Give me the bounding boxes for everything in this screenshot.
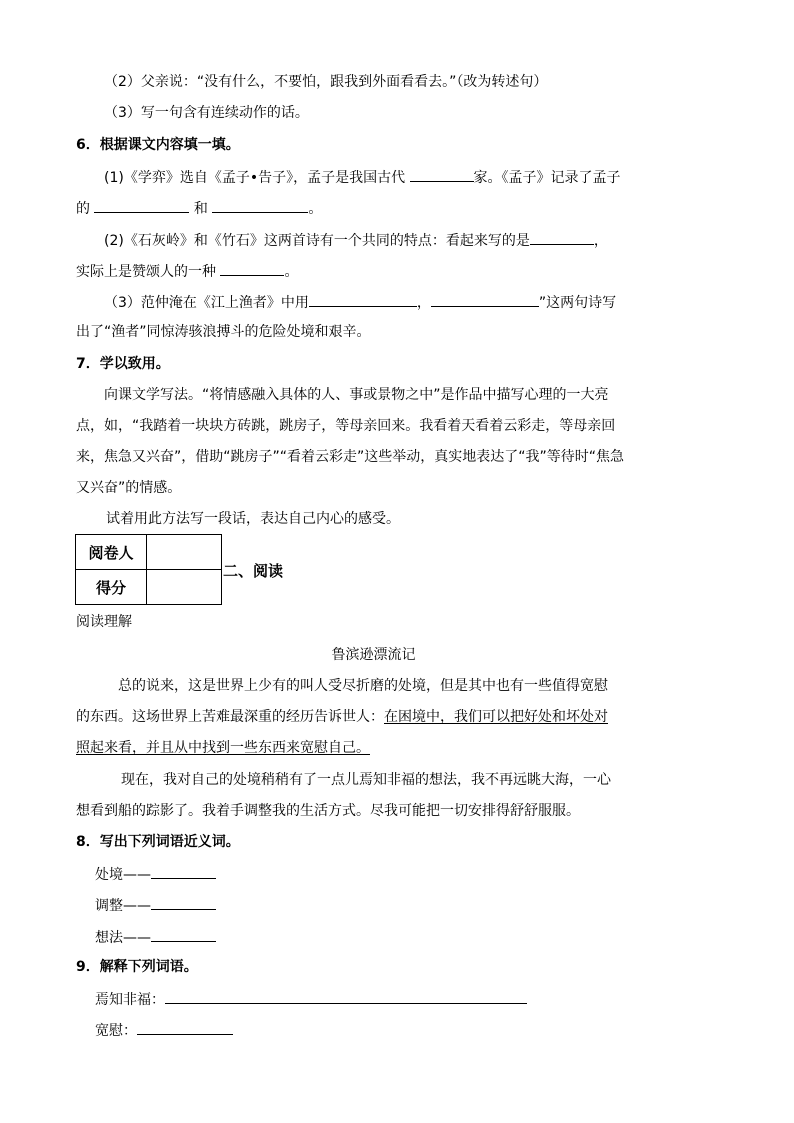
q6-l4b: 。 (284, 264, 299, 280)
q6-line3 (104, 229, 608, 251)
q9-word-2: 宽慰： (95, 1023, 137, 1039)
q9-blank-2[interactable] (137, 1019, 233, 1035)
passage-line-4: 现在，我对自己的处境稍稍有了一点儿焉知非福的想法，我不再远眺大海，一心 (121, 772, 611, 788)
q7-paragraph-line-5: 试着用此方法写一段话，表达自己内心的感受。 (106, 511, 400, 527)
score-cell[interactable] (147, 570, 222, 605)
q8-word-2: 调整—— (95, 898, 151, 914)
q7-paragraph-line-3: 来，焦急又兴奋”，借助“跳房子”“看着云彩走”这些举动，真实地表达了“我”等待时“焦急 (76, 449, 625, 465)
passage-line-2 (76, 707, 608, 727)
q5-item2-note: （改为转述句） (456, 74, 548, 90)
q6-l1b: 家。《孟子》记录了孟子 (473, 170, 621, 186)
passage-underlined-2: 照起来看，并且从中找到一些东西来宽慰自己。 (76, 740, 370, 756)
grader-label: 阅卷人 (76, 535, 147, 570)
q6-blank-4[interactable] (530, 229, 594, 245)
q6-l5b: ， (416, 295, 431, 311)
q6-blank-7[interactable] (431, 291, 539, 307)
q9-item-1 (95, 988, 527, 1010)
q8-word-3: 想法—— (95, 930, 151, 946)
q6-blank-5[interactable] (220, 260, 284, 276)
q6-title: 6．根据课文内容填一填。 (76, 137, 240, 153)
q9-blank-1[interactable] (165, 988, 527, 1004)
grader-cell[interactable] (147, 535, 222, 570)
q6-l5a: （3）范仲淹在《江上渔者》中用 (104, 295, 309, 311)
q9-word-1: 焉知非福： (95, 992, 165, 1008)
section-subtitle: 阅读理解 (76, 614, 132, 630)
score-label: 得分 (76, 570, 147, 605)
q6-blank-6[interactable] (309, 291, 417, 307)
q6-l2a: 的 (76, 201, 95, 217)
q6-l3a: (2)《石灰岭》和《竹石》这两首诗有一个共同的特点：看起来写的是 (104, 233, 530, 249)
q6-blank-3[interactable] (212, 197, 308, 213)
q6-blank-1[interactable] (410, 166, 474, 182)
q5-item2-prefix: （2）父亲说： (104, 74, 197, 90)
passage-underlined-1: 在困境中，我们可以把好处和坏处对 (384, 709, 608, 725)
score-table-row (76, 535, 222, 570)
q8-item-2 (95, 894, 216, 916)
passage-line-5: 想看到船的踪影了。我着手调整我的生活方式。尽我可能把一切安排得舒舒服服。 (76, 803, 580, 819)
q8-title: 8．写出下列词语近义词。 (76, 834, 240, 850)
q7-title: 7．学以致用。 (76, 356, 170, 372)
q8-item-3 (95, 926, 216, 948)
q6-l5c: ”这两句诗写 (538, 295, 617, 311)
q6-line1 (104, 166, 621, 188)
q8-blank-1[interactable] (151, 863, 216, 879)
q5-item2 (104, 72, 547, 92)
q6-l2c: 。 (308, 201, 323, 217)
q7-paragraph-line-4: 又兴奋”的情感。 (76, 480, 182, 496)
q6-line6: 出了“渔者”同惊涛骇浪搏斗的危险处境和艰辛。 (76, 324, 371, 340)
q6-blank-2[interactable] (94, 197, 189, 213)
score-table-row (76, 570, 222, 605)
q9-item-2 (95, 1019, 233, 1041)
q6-l1a: (1)《学弈》选自《孟子•告子》，孟子是我国古代 (104, 170, 410, 186)
passage-line-2a: 的东西。这场世界上苦难最深重的经历告诉世人： (76, 709, 384, 725)
q6-l3b: ， (593, 233, 608, 249)
q6-line5 (104, 291, 616, 313)
q8-blank-3[interactable] (151, 926, 216, 942)
q6-l4a: 实际上是赞颂人的一种 (76, 264, 221, 280)
passage-title: 鲁滨逊漂流记 (331, 647, 416, 663)
q9-title: 9．解释下列词语。 (76, 959, 198, 975)
q8-item-1 (95, 863, 216, 885)
q6-l2b: 和 (189, 201, 213, 217)
q5-item3: （3）写一句含有连续动作的话。 (104, 105, 309, 121)
q6-line4 (76, 260, 298, 282)
q7-paragraph-line-2: 点，如，“我踏着一块块方砖跳，跳房子，等母亲回来。我看着天看着云彩走，等母亲回 (76, 418, 616, 434)
q6-line2 (76, 197, 322, 219)
passage-line-1: 总的说来，这是世界上少有的叫人受尽折磨的处境，但是其中也有一些值得宽慰 (118, 678, 608, 694)
q5-item2-quote: “没有什么，不要怕，跟我到外面看看去。” (196, 74, 457, 90)
q7-paragraph-line-1: 向课文学写法。“将情感融入具体的人、事或景物之中”是作品中描写心理的一大亮 (104, 387, 609, 403)
section-title: 二、阅读 (223, 562, 284, 580)
q8-word-1: 处境—— (95, 867, 151, 883)
score-table (75, 534, 222, 605)
q8-blank-2[interactable] (151, 894, 216, 910)
